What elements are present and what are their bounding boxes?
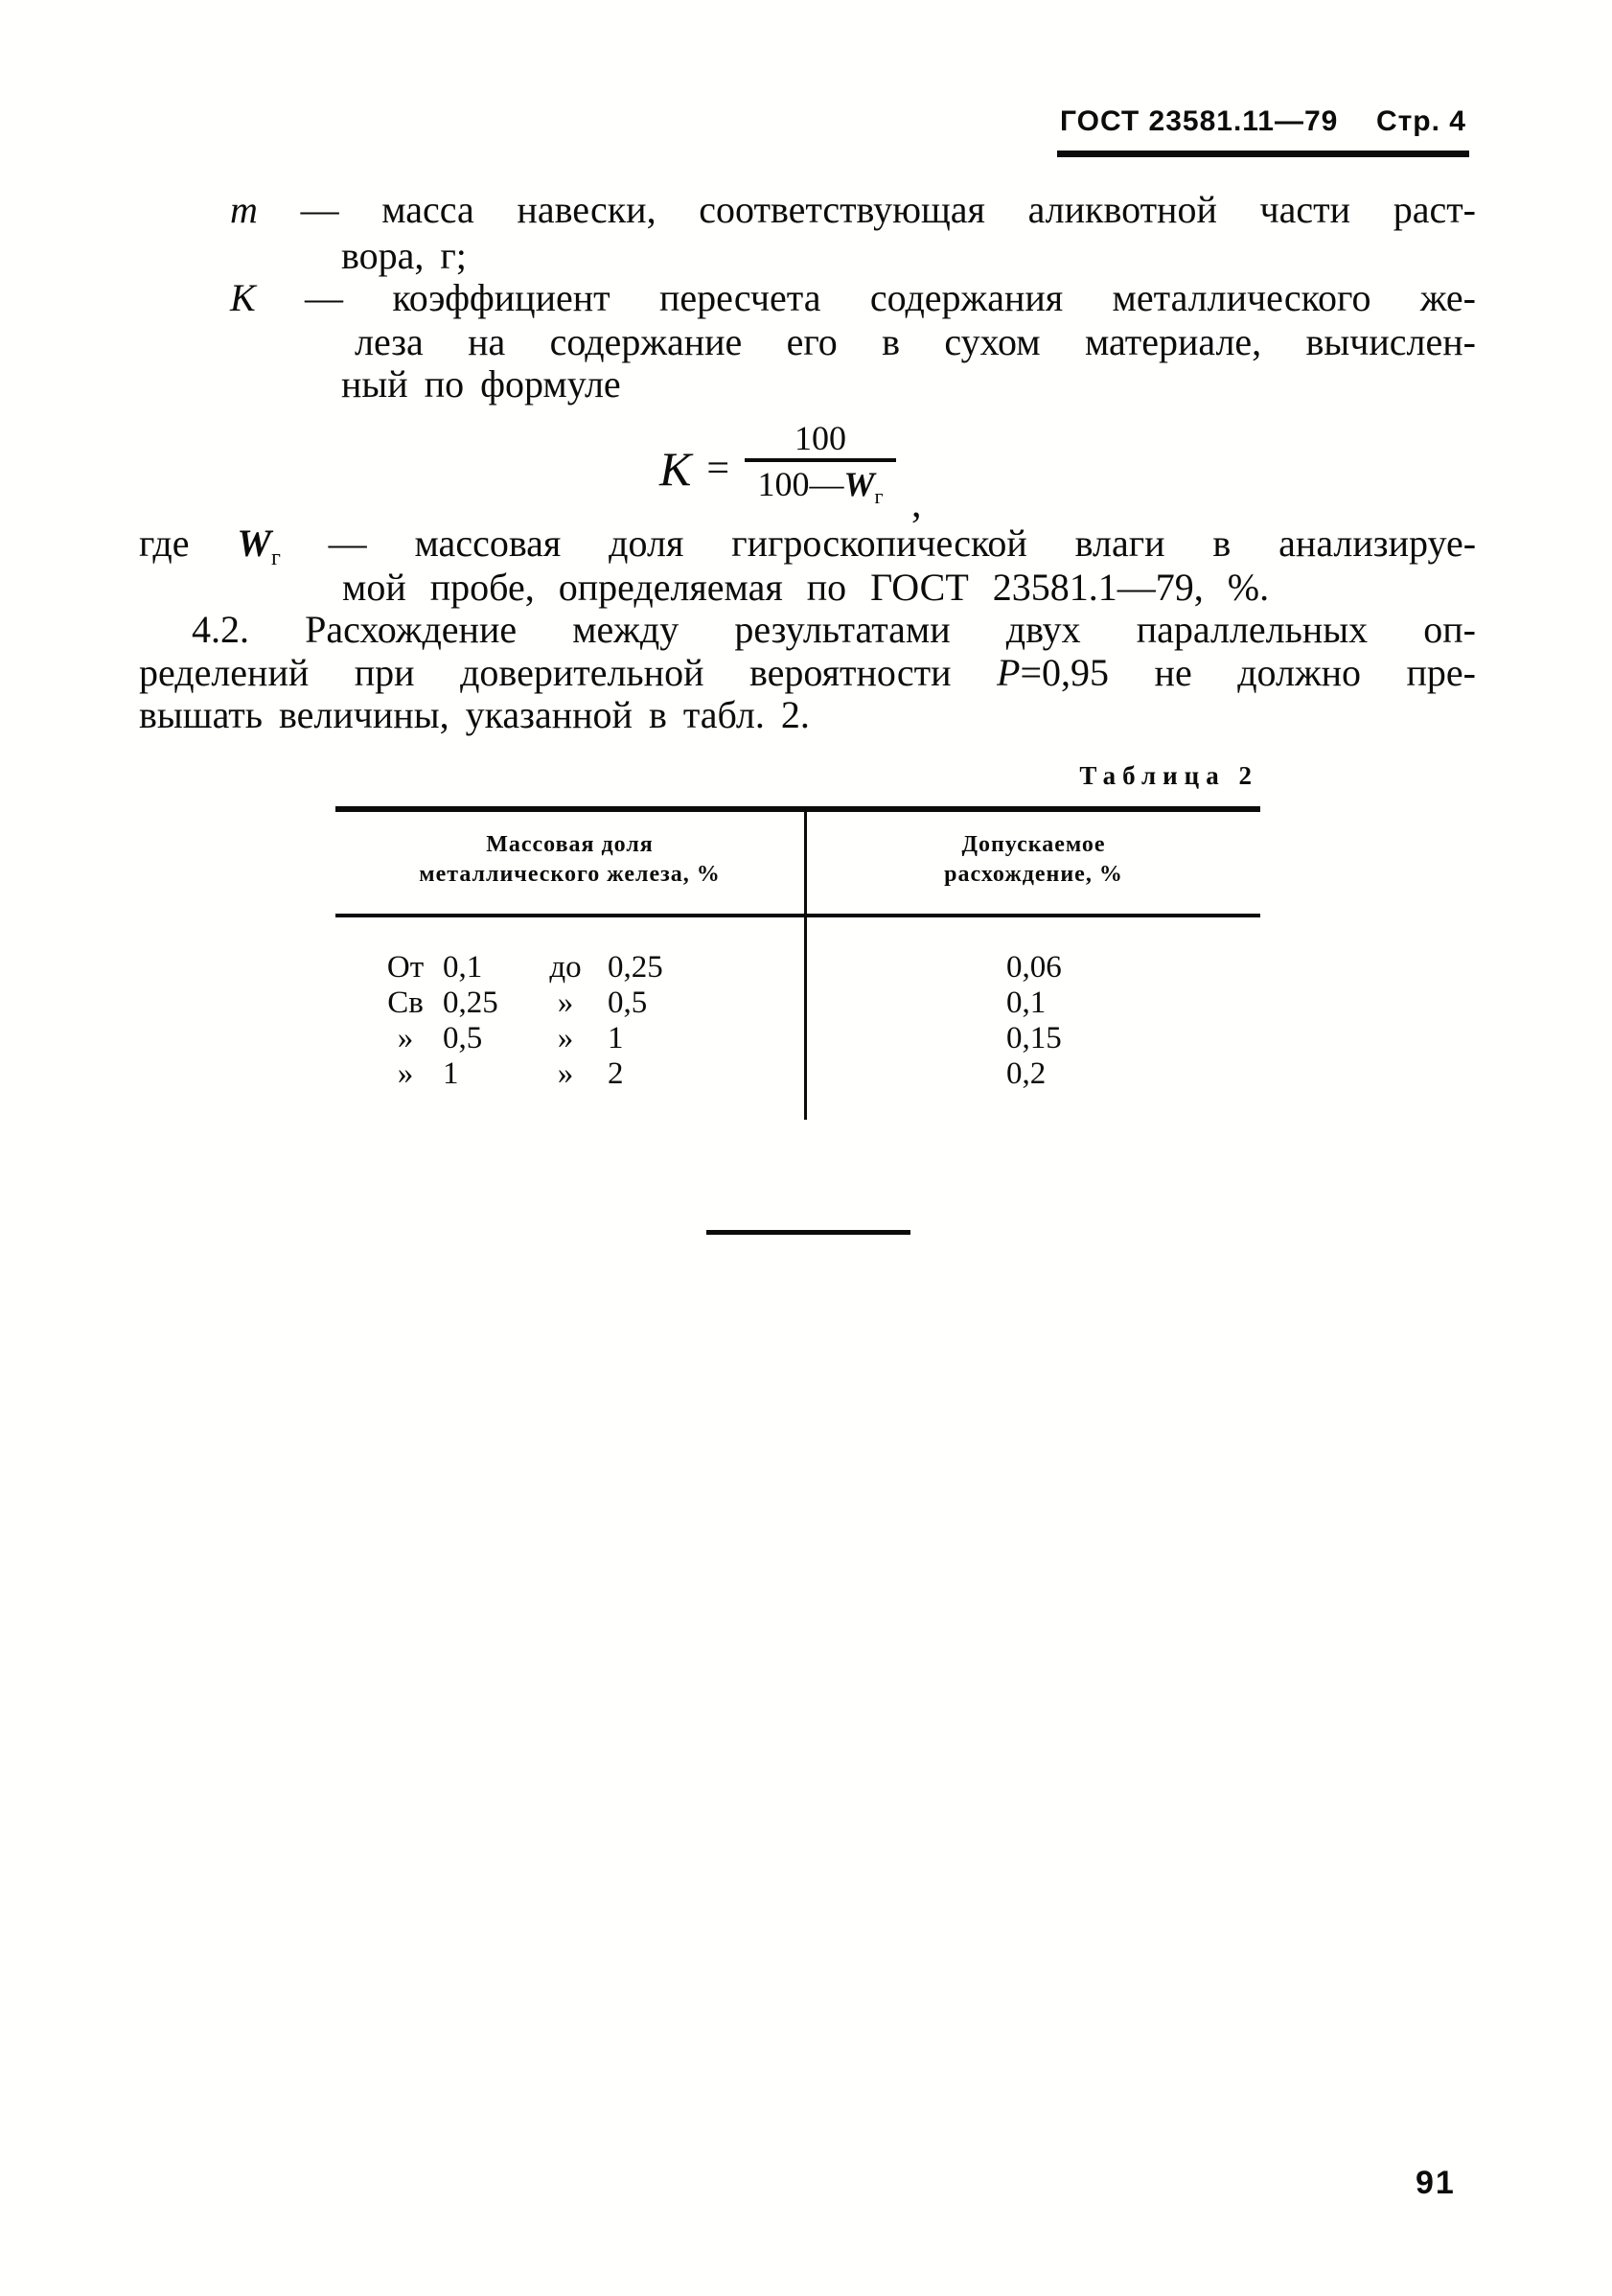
fraction bbox=[745, 418, 896, 519]
where-prefix: где bbox=[139, 522, 190, 565]
formula-equals: = bbox=[706, 446, 730, 491]
range-to-label: » bbox=[557, 986, 574, 1020]
fraction-denominator bbox=[758, 462, 884, 519]
range-from-value: 0,25 bbox=[443, 986, 498, 1020]
column-header-mass-fraction: Массовая доля металлического железа, % bbox=[419, 832, 721, 887]
table-caption: Таблица 2 bbox=[1079, 761, 1258, 790]
definition-m-line1 bbox=[230, 188, 1476, 232]
clause-42-probability: Р=0,95 не должно пре- bbox=[997, 651, 1476, 694]
table-row bbox=[335, 950, 1260, 986]
table-top-rule bbox=[335, 806, 1260, 812]
column-header-allowed-discrepancy: Допускаемое расхождение, % bbox=[944, 832, 1123, 887]
definition-k-line2: леза на содержание его в сухом материале, вычислен- bbox=[355, 320, 1476, 363]
range-from-value: 0,5 bbox=[443, 1021, 483, 1055]
definition-k-line3: ный по формуле bbox=[341, 362, 621, 406]
range-to-value: 2 bbox=[608, 1056, 624, 1091]
page-label: Стр. 4 bbox=[1375, 105, 1466, 137]
allowed-discrepancy-value: 0,15 bbox=[1006, 1021, 1062, 1055]
denominator-const: 100— bbox=[757, 465, 844, 503]
clause-42-line2-text: ределений при доверительной вероятности bbox=[139, 651, 952, 694]
term-k: К bbox=[230, 276, 256, 319]
fraction-numerator: 100 bbox=[794, 419, 847, 457]
range-from-label: От bbox=[386, 950, 425, 985]
allowed-discrepancy-value: 0,1 bbox=[1006, 986, 1047, 1020]
range-to-value: 1 bbox=[608, 1021, 624, 1055]
range-to-label: » bbox=[557, 1021, 574, 1055]
clause-42-line1: 4.2. Расхождение между результатами двух параллельных оп- bbox=[192, 608, 1476, 651]
allowed-discrepancy-value: 0,06 bbox=[1006, 950, 1062, 985]
formula-k bbox=[659, 418, 922, 527]
running-header bbox=[1060, 105, 1466, 138]
term-m: m bbox=[230, 188, 258, 231]
clause-42-line3: вышать величины, указанной в табл. 2. bbox=[139, 693, 810, 736]
section-end-rule bbox=[706, 1230, 910, 1235]
range-from-label: » bbox=[397, 1021, 414, 1055]
denominator-variable: W bbox=[843, 465, 875, 503]
definition-k-line1 bbox=[230, 276, 1476, 320]
where-variable: $W_г$ bbox=[237, 522, 281, 570]
header-rule bbox=[1057, 151, 1469, 157]
doc-number: ГОСТ 23581.11—79 bbox=[1060, 105, 1339, 137]
table-row bbox=[335, 986, 1260, 1021]
definition-m-line2: вора, г; bbox=[341, 234, 467, 277]
range-from-value: 1 bbox=[443, 1056, 459, 1091]
where-text: — массовая доля гигроскопической влаги в анализируе- bbox=[328, 522, 1477, 565]
formula-comma: , bbox=[911, 482, 922, 527]
clause-42-line2 bbox=[139, 651, 1476, 695]
table-2 bbox=[335, 761, 1260, 1164]
allowed-discrepancy-value: 0,2 bbox=[1006, 1056, 1047, 1091]
table-header-rule bbox=[335, 914, 1260, 917]
range-from-value: 0,1 bbox=[443, 950, 483, 985]
range-to-label: до bbox=[549, 950, 582, 985]
page-number: 91 bbox=[1416, 2165, 1456, 2201]
table-row bbox=[335, 1021, 1260, 1056]
definition-k-text: — коэффициент пересчета содержания металлического же- bbox=[304, 276, 1477, 319]
definition-m-text: — масса навески, соответствующая аликвотной части раст- bbox=[300, 188, 1477, 231]
range-from-label: » bbox=[397, 1056, 414, 1091]
denominator-subscript: г bbox=[874, 484, 884, 509]
range-from-label: Св bbox=[387, 986, 424, 1020]
where-clause-line2: мой пробе, определяемая по ГОСТ 23581.1—79, %. bbox=[342, 566, 1270, 609]
range-to-label: » bbox=[557, 1056, 574, 1091]
formula-lhs: K bbox=[659, 441, 692, 496]
range-to-value: 0,25 bbox=[608, 950, 663, 985]
table-row bbox=[335, 1056, 1260, 1092]
range-to-value: 0,5 bbox=[608, 986, 648, 1020]
